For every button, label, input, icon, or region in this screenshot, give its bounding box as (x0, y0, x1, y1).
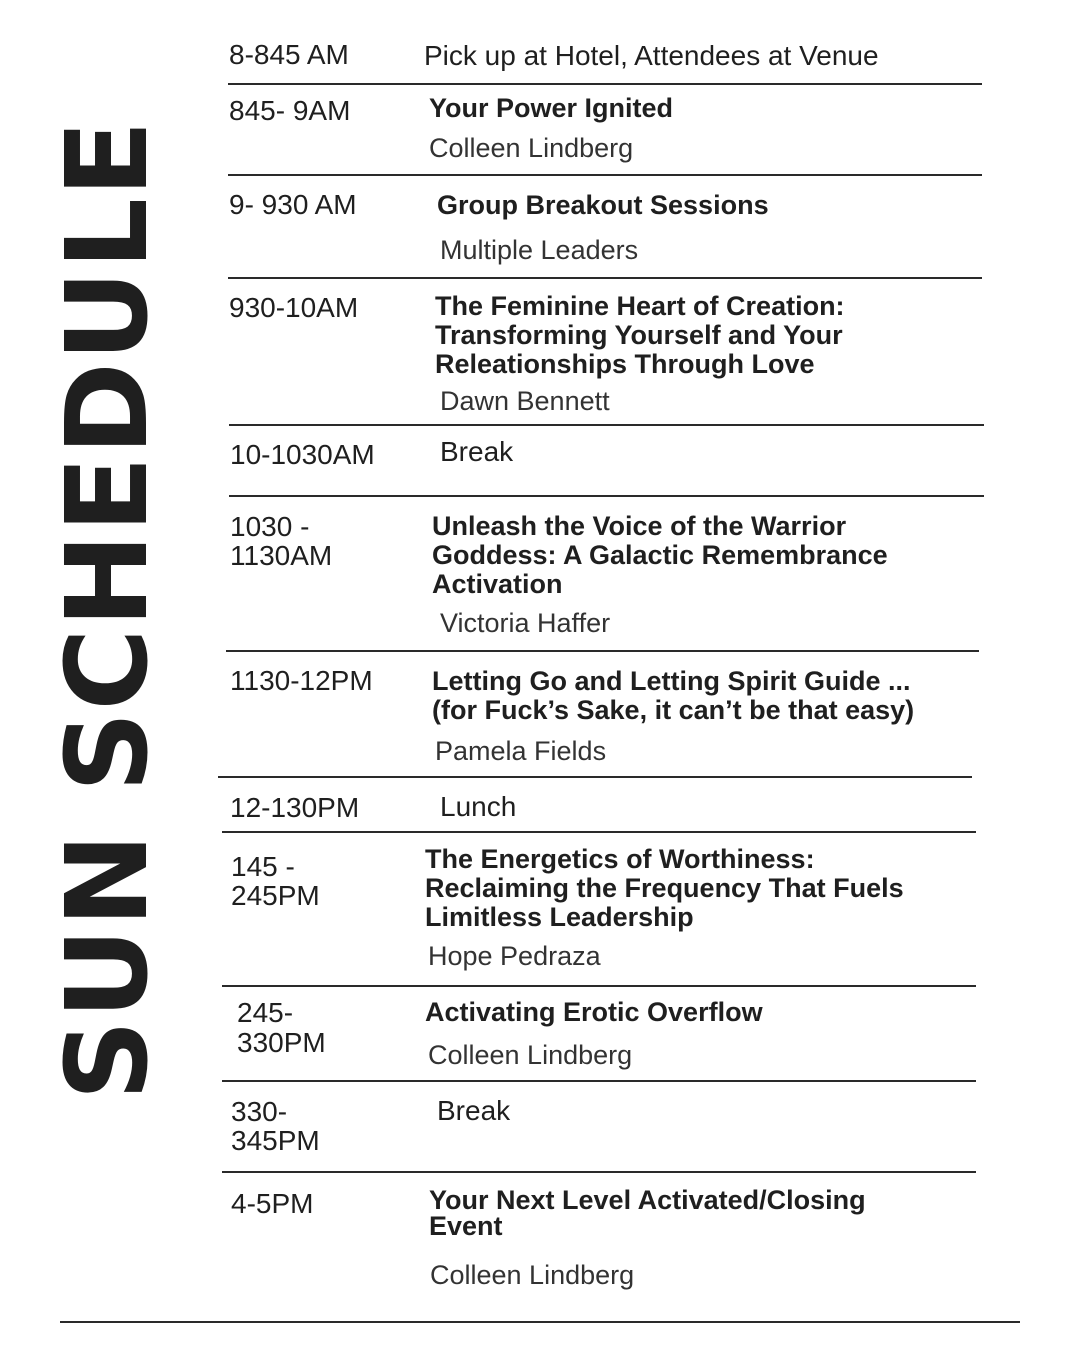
session-time-line: 245- (237, 997, 294, 1028)
row-divider (226, 650, 979, 652)
bottom-divider (60, 1321, 1020, 1323)
session-title-line: The Feminine Heart of Creation: (435, 291, 845, 321)
session-speaker: Pamela Fields (435, 736, 607, 766)
session-title-line: Your Next Level Activated/Closing (429, 1185, 866, 1215)
session-time-line: 245PM (231, 880, 320, 911)
row-divider (228, 277, 982, 279)
session-description: Break (437, 1095, 511, 1126)
row-divider (228, 83, 982, 85)
session-title-line: Transforming Yourself and Your (435, 320, 843, 350)
row-divider (229, 495, 984, 497)
session-title-line: Limitless Leadership (425, 902, 694, 932)
session-title-line: Reclaiming the Frequency That Fuels (425, 873, 904, 903)
session-time-line: 1030 - (230, 511, 310, 542)
session-title-line: Goddess: A Galactic Remembrance (432, 540, 888, 570)
session-speaker: Victoria Haffer (440, 608, 611, 638)
session-title-line: Letting Go and Letting Spirit Guide ... (432, 666, 911, 696)
session-time: 930-10AM (229, 292, 359, 323)
session-time: 4-5PM (231, 1188, 314, 1219)
row-divider (222, 1080, 976, 1082)
session-title-line: The Energetics of Worthiness: (425, 844, 815, 874)
session-time: 845- 9AM (229, 95, 351, 126)
session-title-line: Unleash the Voice of the Warrior (432, 511, 847, 541)
row-divider (218, 776, 972, 778)
session-description: Pick up at Hotel, Attendees at Venue (424, 40, 879, 71)
session-time: 10-1030AM (230, 439, 375, 470)
session-speaker: Dawn Bennett (440, 386, 610, 416)
row-divider (222, 985, 976, 987)
session-title-line: Releationships Through Love (435, 349, 815, 379)
row-divider (222, 831, 976, 833)
session-description: Lunch (440, 791, 517, 822)
page-heading: SUN SCHEDULE (43, 119, 173, 1101)
session-title: Activating Erotic Overflow (425, 997, 763, 1027)
session-speaker: Colleen Lindberg (429, 133, 634, 163)
session-time: 12-130PM (230, 792, 360, 823)
session-time-line: 330PM (237, 1027, 326, 1058)
session-time: 9- 930 AM (229, 189, 357, 220)
row-divider (222, 1171, 976, 1173)
session-description: Break (440, 436, 514, 467)
session-time-line: 330- (231, 1096, 288, 1127)
session-title-line: (for Fuck’s Sake, it can’t be that easy) (432, 695, 915, 725)
session-title: Group Breakout Sessions (437, 190, 769, 220)
session-title: Your Power Ignited (429, 93, 674, 123)
session-time-line: 145 - (231, 851, 295, 882)
session-speaker: Multiple Leaders (440, 235, 639, 265)
session-speaker: Colleen Lindberg (430, 1260, 635, 1290)
session-title-line: Event (429, 1211, 503, 1241)
session-speaker: Hope Pedraza (428, 941, 601, 971)
session-time: 8-845 AM (229, 39, 349, 70)
row-divider (229, 424, 984, 426)
session-title-line: Activation (432, 569, 563, 599)
session-time: 1130-12PM (230, 665, 373, 696)
session-time-line: 345PM (231, 1125, 320, 1156)
session-speaker: Colleen Lindberg (428, 1040, 633, 1070)
session-time-line: 1130AM (230, 540, 333, 571)
row-divider (228, 174, 982, 176)
